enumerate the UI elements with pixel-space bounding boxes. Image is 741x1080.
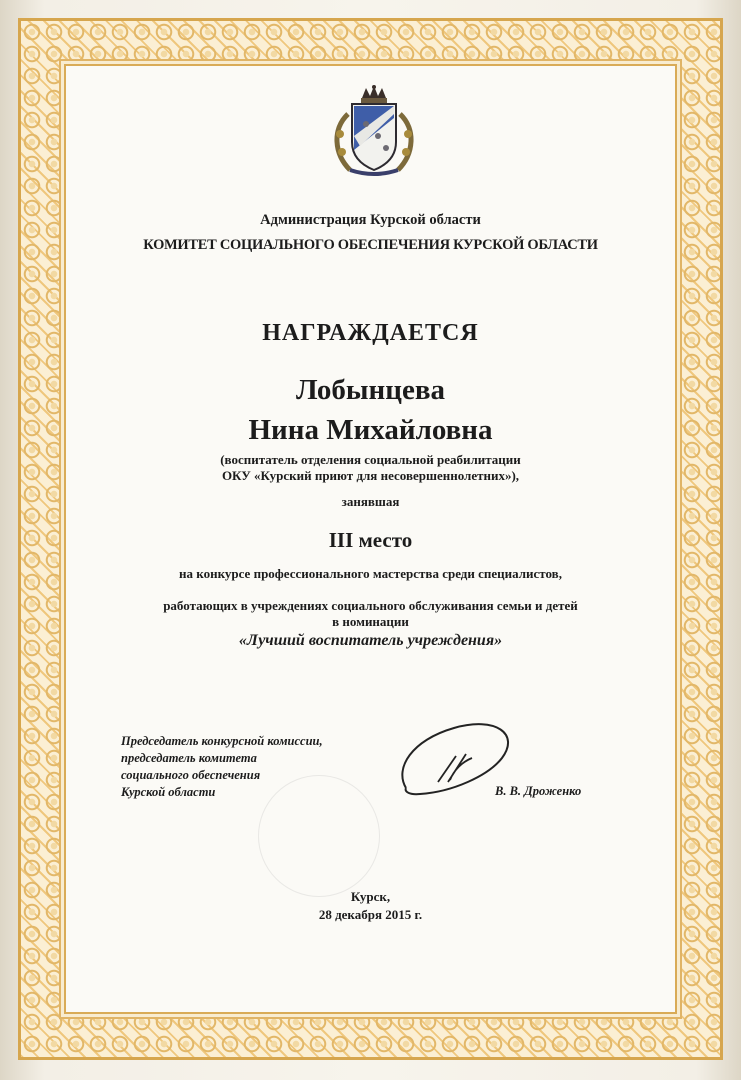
recipient-given-names: Нина Михайловна <box>248 414 493 446</box>
administration-title: Администрация Курской области <box>260 212 481 228</box>
signatory-line1: Председатель конкурсной комиссии, <box>121 734 323 748</box>
took-label: занявшая <box>341 494 400 509</box>
contest-line1: на конкурсе профессионального мастерства среди специалистов, <box>179 566 562 581</box>
recipient-position-line1: (воспитатель отделения социальной реабилитации <box>220 452 521 467</box>
nomination-title: «Лучший воспитатель учреждения» <box>238 632 503 649</box>
issue-date: 28 декабря 2015 г. <box>318 907 423 922</box>
recipient-position-line2: ОКУ «Курский приют для несовершеннолетних»), <box>221 468 520 483</box>
kursk-coat-of-arms-icon <box>322 84 426 178</box>
nomination-label: в номинации <box>332 614 409 629</box>
signatory-line3: социального обеспечения <box>121 768 261 782</box>
recipient-surname: Лобынцева <box>296 374 445 406</box>
signatory-block <box>121 733 401 801</box>
contest-line2: работающих в учреждениях социального обслуживания семьи и детей <box>163 598 578 613</box>
award-heading: НАГРАЖДАЕТСЯ <box>262 320 479 346</box>
signatory-name: В. В. Дроженко <box>495 784 582 798</box>
signatory-line4: Курской области <box>121 785 216 799</box>
signatory-line2: председатель комитета <box>121 751 257 765</box>
committee-title: КОМИТЕТ СОЦИАЛЬНОГО ОБЕСПЕЧЕНИЯ КУРСКОЙ ОБЛАСТИ <box>143 237 598 253</box>
place-title: III место <box>328 528 413 552</box>
issue-city: Курск, <box>350 889 391 904</box>
